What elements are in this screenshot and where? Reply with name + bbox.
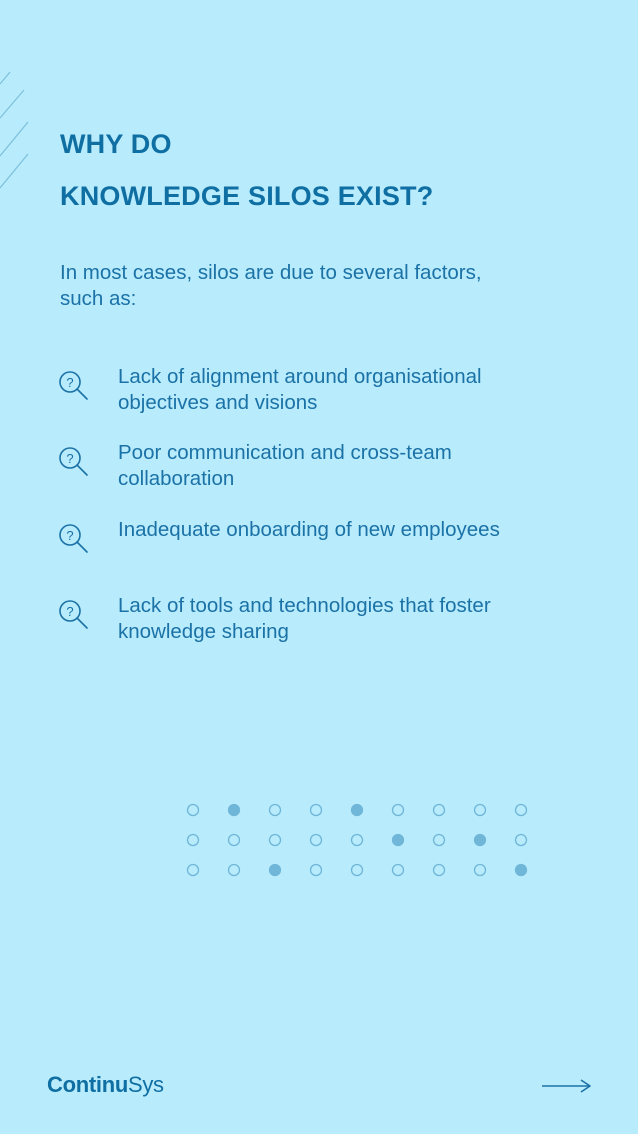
hollow-dot [229,835,240,846]
title-line-2: KNOWLEDGE SILOS EXIST? [60,181,434,211]
list-item-text: Lack of tools and technologies that foster knowledge sharing [118,594,491,643]
hollow-dot [516,805,527,816]
hollow-dot [311,865,322,876]
svg-text:?: ? [66,528,74,543]
page-title [60,118,433,222]
brand-logo [47,1070,164,1100]
filled-dot [516,865,527,876]
filled-dot [475,835,486,846]
intro-text: In most cases, silos are due to several factors, such as: [60,261,482,310]
dot-pattern [185,801,531,877]
hollow-dot [352,835,363,846]
hollow-dot [188,865,199,876]
svg-text:?: ? [66,451,74,466]
hollow-dot [270,805,281,816]
list-item-text: Lack of alignment around organisational objectives and visions [118,365,482,414]
hollow-dot [434,835,445,846]
hollow-dot [516,835,527,846]
hollow-dot [311,805,322,816]
decorative-lines [0,60,40,200]
filled-dot [229,805,240,816]
hollow-dot [229,865,240,876]
svg-text:?: ? [66,375,74,390]
filled-dot [352,805,363,816]
list-item [56,440,616,496]
hollow-dot [475,865,486,876]
filled-dot [393,835,404,846]
hollow-dot [393,805,404,816]
arrow-right-icon[interactable] [541,1076,593,1096]
filled-dot [270,865,281,876]
brand-name-part1: Continu [47,1072,128,1097]
hollow-dot [188,805,199,816]
hollow-dot [393,865,404,876]
magnifier-question-icon [56,368,92,404]
magnifier-question-icon [56,521,92,557]
magnifier-question-icon [56,444,92,480]
hollow-dot [188,835,199,846]
title-line-1: WHY DO [60,129,172,159]
hollow-dot [270,835,281,846]
list-item [56,517,616,573]
hollow-dot [311,835,322,846]
brand-name-part2: Sys [127,1072,164,1097]
svg-text:?: ? [66,604,74,619]
list-item [56,593,616,649]
hollow-dot [352,865,363,876]
list-item-text: Inadequate onboarding of new employees [118,518,500,541]
hollow-dot [475,805,486,816]
hollow-dot [434,865,445,876]
magnifier-question-icon [56,597,92,633]
list-item-text: Poor communication and cross-team collaboration [118,441,452,490]
list-item [56,364,616,420]
hollow-dot [434,805,445,816]
